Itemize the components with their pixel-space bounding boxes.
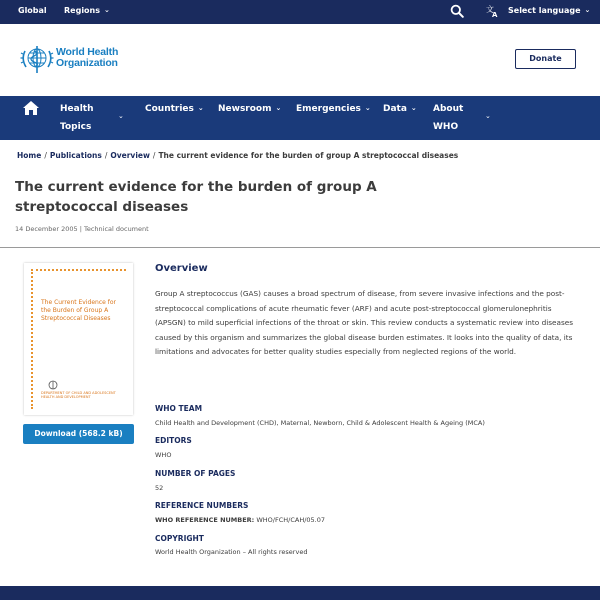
global-link[interactable]: Global: [18, 6, 47, 15]
chevron-down-icon: ⌄: [197, 104, 204, 112]
select-language-dropdown[interactable]: [508, 6, 590, 15]
chevron-down-icon: ⌄: [275, 104, 282, 112]
cover-border: [31, 269, 33, 409]
logo-line-1: World Health: [56, 46, 119, 58]
nav-label: WHO: [433, 122, 459, 132]
nav-label: Countries: [145, 104, 194, 114]
breadcrumb: [17, 151, 458, 160]
copyright-value: World Health Organization – All rights reserved: [155, 548, 308, 556]
chevron-down-icon: ⌄: [410, 104, 417, 112]
home-icon[interactable]: [22, 100, 40, 116]
nav-label: Data: [383, 104, 407, 114]
divider: [0, 247, 600, 248]
breadcrumb-overview[interactable]: Overview: [110, 151, 150, 160]
select-language-label: Select language: [508, 6, 581, 15]
nav-item-newsroom[interactable]: [218, 100, 281, 118]
breadcrumb-separator: /: [104, 151, 108, 160]
nav-label: About: [433, 104, 464, 114]
cover-border: [31, 269, 126, 271]
nav-item-health-topics[interactable]: [60, 100, 94, 136]
nav-label: Newsroom: [218, 104, 272, 114]
editors-label: EDITORS: [155, 436, 192, 445]
overview-heading: Overview: [155, 263, 208, 274]
nav-item-data[interactable]: [383, 100, 417, 118]
main-nav: [0, 96, 600, 140]
regions-label: Regions: [64, 6, 101, 15]
nav-label: Emergencies: [296, 104, 361, 114]
regions-dropdown[interactable]: [64, 6, 110, 15]
chevron-down-icon: ⌄: [364, 104, 371, 112]
who-emblem-icon: [48, 380, 58, 390]
donate-button[interactable]: Donate: [515, 49, 576, 69]
who-team-value: Child Health and Development (CHD), Maternal, Newborn, Child & Adolescent Health & Ageing (MCA): [155, 419, 485, 427]
footer-bar: [0, 586, 600, 600]
nav-label: Topics: [60, 122, 92, 132]
reference-numbers-label: REFERENCE NUMBERS: [155, 501, 249, 510]
breadcrumb-current: The current evidence for the burden of group A streptococcal diseases: [158, 151, 459, 160]
breadcrumb-home[interactable]: Home: [17, 151, 42, 160]
chevron-down-icon: ⌄: [584, 6, 591, 14]
translate-icon[interactable]: [486, 4, 500, 18]
nav-item-emergencies[interactable]: [296, 100, 371, 118]
copyright-label: COPYRIGHT: [155, 534, 204, 543]
logo-line-2: Organization: [56, 57, 118, 69]
publication-meta: 14 December 2005 | Technical document: [15, 225, 149, 233]
who-emblem-icon[interactable]: [20, 43, 54, 75]
chevron-down-icon[interactable]: ⌄: [485, 112, 491, 120]
nav-label: Health: [60, 104, 94, 114]
reference-number-row: [155, 516, 325, 524]
cover-footer: DEPARTMENT OF CHILD AND ADOLESCENT HEALTH AND DEVELOPMENT: [41, 391, 116, 399]
page-title: The current evidence for the burden of group A streptococcal diseases: [15, 179, 377, 215]
nav-item-countries[interactable]: [145, 100, 204, 118]
reference-number-value: WHO/FCH/CAH/05.07: [256, 516, 326, 524]
document-cover-image[interactable]: [24, 263, 133, 415]
number-of-pages-label: NUMBER OF PAGES: [155, 469, 236, 478]
chevron-down-icon[interactable]: ⌄: [118, 112, 124, 120]
overview-text: Group A streptococcus (GAS) causes a broad spectrum of disease, from severe invasive infections and the post-streptococcal complications of acute rheumatic fever (ARF) and acute post-streptococcal glomerulonephritis (APSGN) to mild superficial infections of the throat or skin. This review conducts a systematic review into diseases caused by this organism and summarizes the global disease burden estimates. It looks into the quality of data, its limitations and advocates for better quality studies especially from neglected regions of the world.: [155, 289, 574, 356]
download-button[interactable]: Download (568.2 kB): [23, 424, 134, 444]
svg-text:文: 文: [486, 5, 494, 14]
breadcrumb-separator: /: [44, 151, 47, 160]
svg-text:A: A: [492, 11, 498, 18]
nav-item-about-who[interactable]: [433, 100, 463, 136]
breadcrumb-publications[interactable]: Publications: [49, 151, 102, 160]
who-team-label: WHO TEAM: [155, 404, 203, 413]
search-icon[interactable]: [450, 4, 464, 18]
breadcrumb-separator: /: [152, 151, 156, 160]
cover-title: The Current Evidence for the Burden of Group A Streptococcal Diseases: [41, 299, 116, 322]
site-header: [0, 24, 600, 96]
chevron-down-icon: ⌄: [104, 6, 110, 14]
number-of-pages-value: 52: [155, 484, 164, 492]
who-logo-text[interactable]: [56, 47, 118, 69]
top-utility-bar: [0, 0, 600, 24]
editors-value: WHO: [155, 451, 172, 459]
reference-number-key: WHO REFERENCE NUMBER:: [155, 516, 255, 524]
